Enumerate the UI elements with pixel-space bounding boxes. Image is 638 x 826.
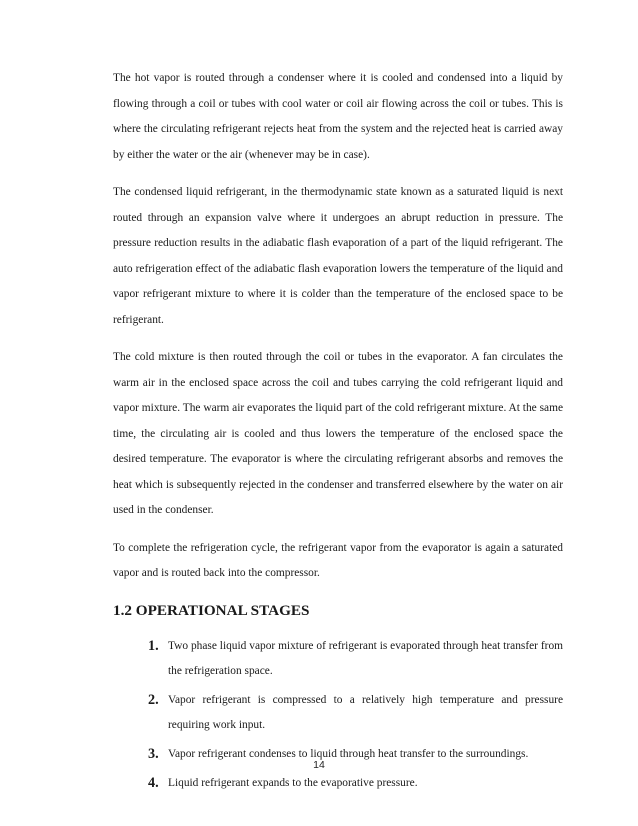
list-item-text: Vapor refrigerant is compressed to a relatively high temperature and pressure requiring work input. <box>168 693 563 731</box>
list-item <box>148 688 563 738</box>
list-item-number: 1. <box>148 637 159 654</box>
list-item-number: 4. <box>148 774 159 791</box>
list-item <box>148 771 563 796</box>
list-item <box>148 634 563 684</box>
page-number: 14 <box>313 759 325 771</box>
list-item-number: 2. <box>148 691 159 708</box>
list-item-text: Two phase liquid vapor mixture of refrigerant is evaporated through heat transfer from the refrigeration space. <box>168 639 563 677</box>
list-item-text: Liquid refrigerant expands to the evaporative pressure. <box>168 776 418 789</box>
stages-list <box>113 634 563 796</box>
paragraph-condenser: The hot vapor is routed through a condenser where it is cooled and condensed into a liquid by flowing through a coil or tubes with cool water or coil air flowing across the coil or tubes. This is where the circulating refrigerant rejects heat from the system and the rejected heat is carried away by either the water or the air (whenever may be in case). <box>113 72 563 161</box>
section-heading: 1.2 OPERATIONAL STAGES <box>113 601 310 619</box>
paragraph-cycle-complete: To complete the refrigeration cycle, the refrigerant vapor from the evaporator is again a saturated vapor and is routed back into the compressor. <box>113 541 563 579</box>
page-content <box>113 66 563 800</box>
list-item-text: Vapor refrigerant condenses to liquid through heat transfer to the surroundings. <box>168 747 529 760</box>
list-item-number: 3. <box>148 745 159 762</box>
paragraph-evaporator: The cold mixture is then routed through the coil or tubes in the evaporator. A fan circulates the warm air in the enclosed space across the coil and tubes carrying the cold refrigerant liquid and vapor mixture. The warm air evaporates the liquid part of the cold refrigerant mixture. At the same time, the circulating air is cooled and thus lowers the temperature of the enclosed space the desired temperature. The evaporator is where the circulating refrigerant absorbs and removes the heat which is subsequently rejected in the condenser and transferred elsewhere by the water on air used in the condenser. <box>113 351 563 516</box>
paragraph-expansion-valve: The condensed liquid refrigerant, in the thermodynamic state known as a saturated liquid is next routed through an expansion valve where it undergoes an abrupt reduction in pressure. The pressure reduction results in the adiabatic flash evaporation of a part of the liquid refrigerant. The auto refrigeration effect of the adiabatic flash evaporation lowers the temperature of the liquid and vapor refrigerant mixture to where it is colder than the temperature of the enclosed space to be refrigerant. <box>113 186 563 326</box>
